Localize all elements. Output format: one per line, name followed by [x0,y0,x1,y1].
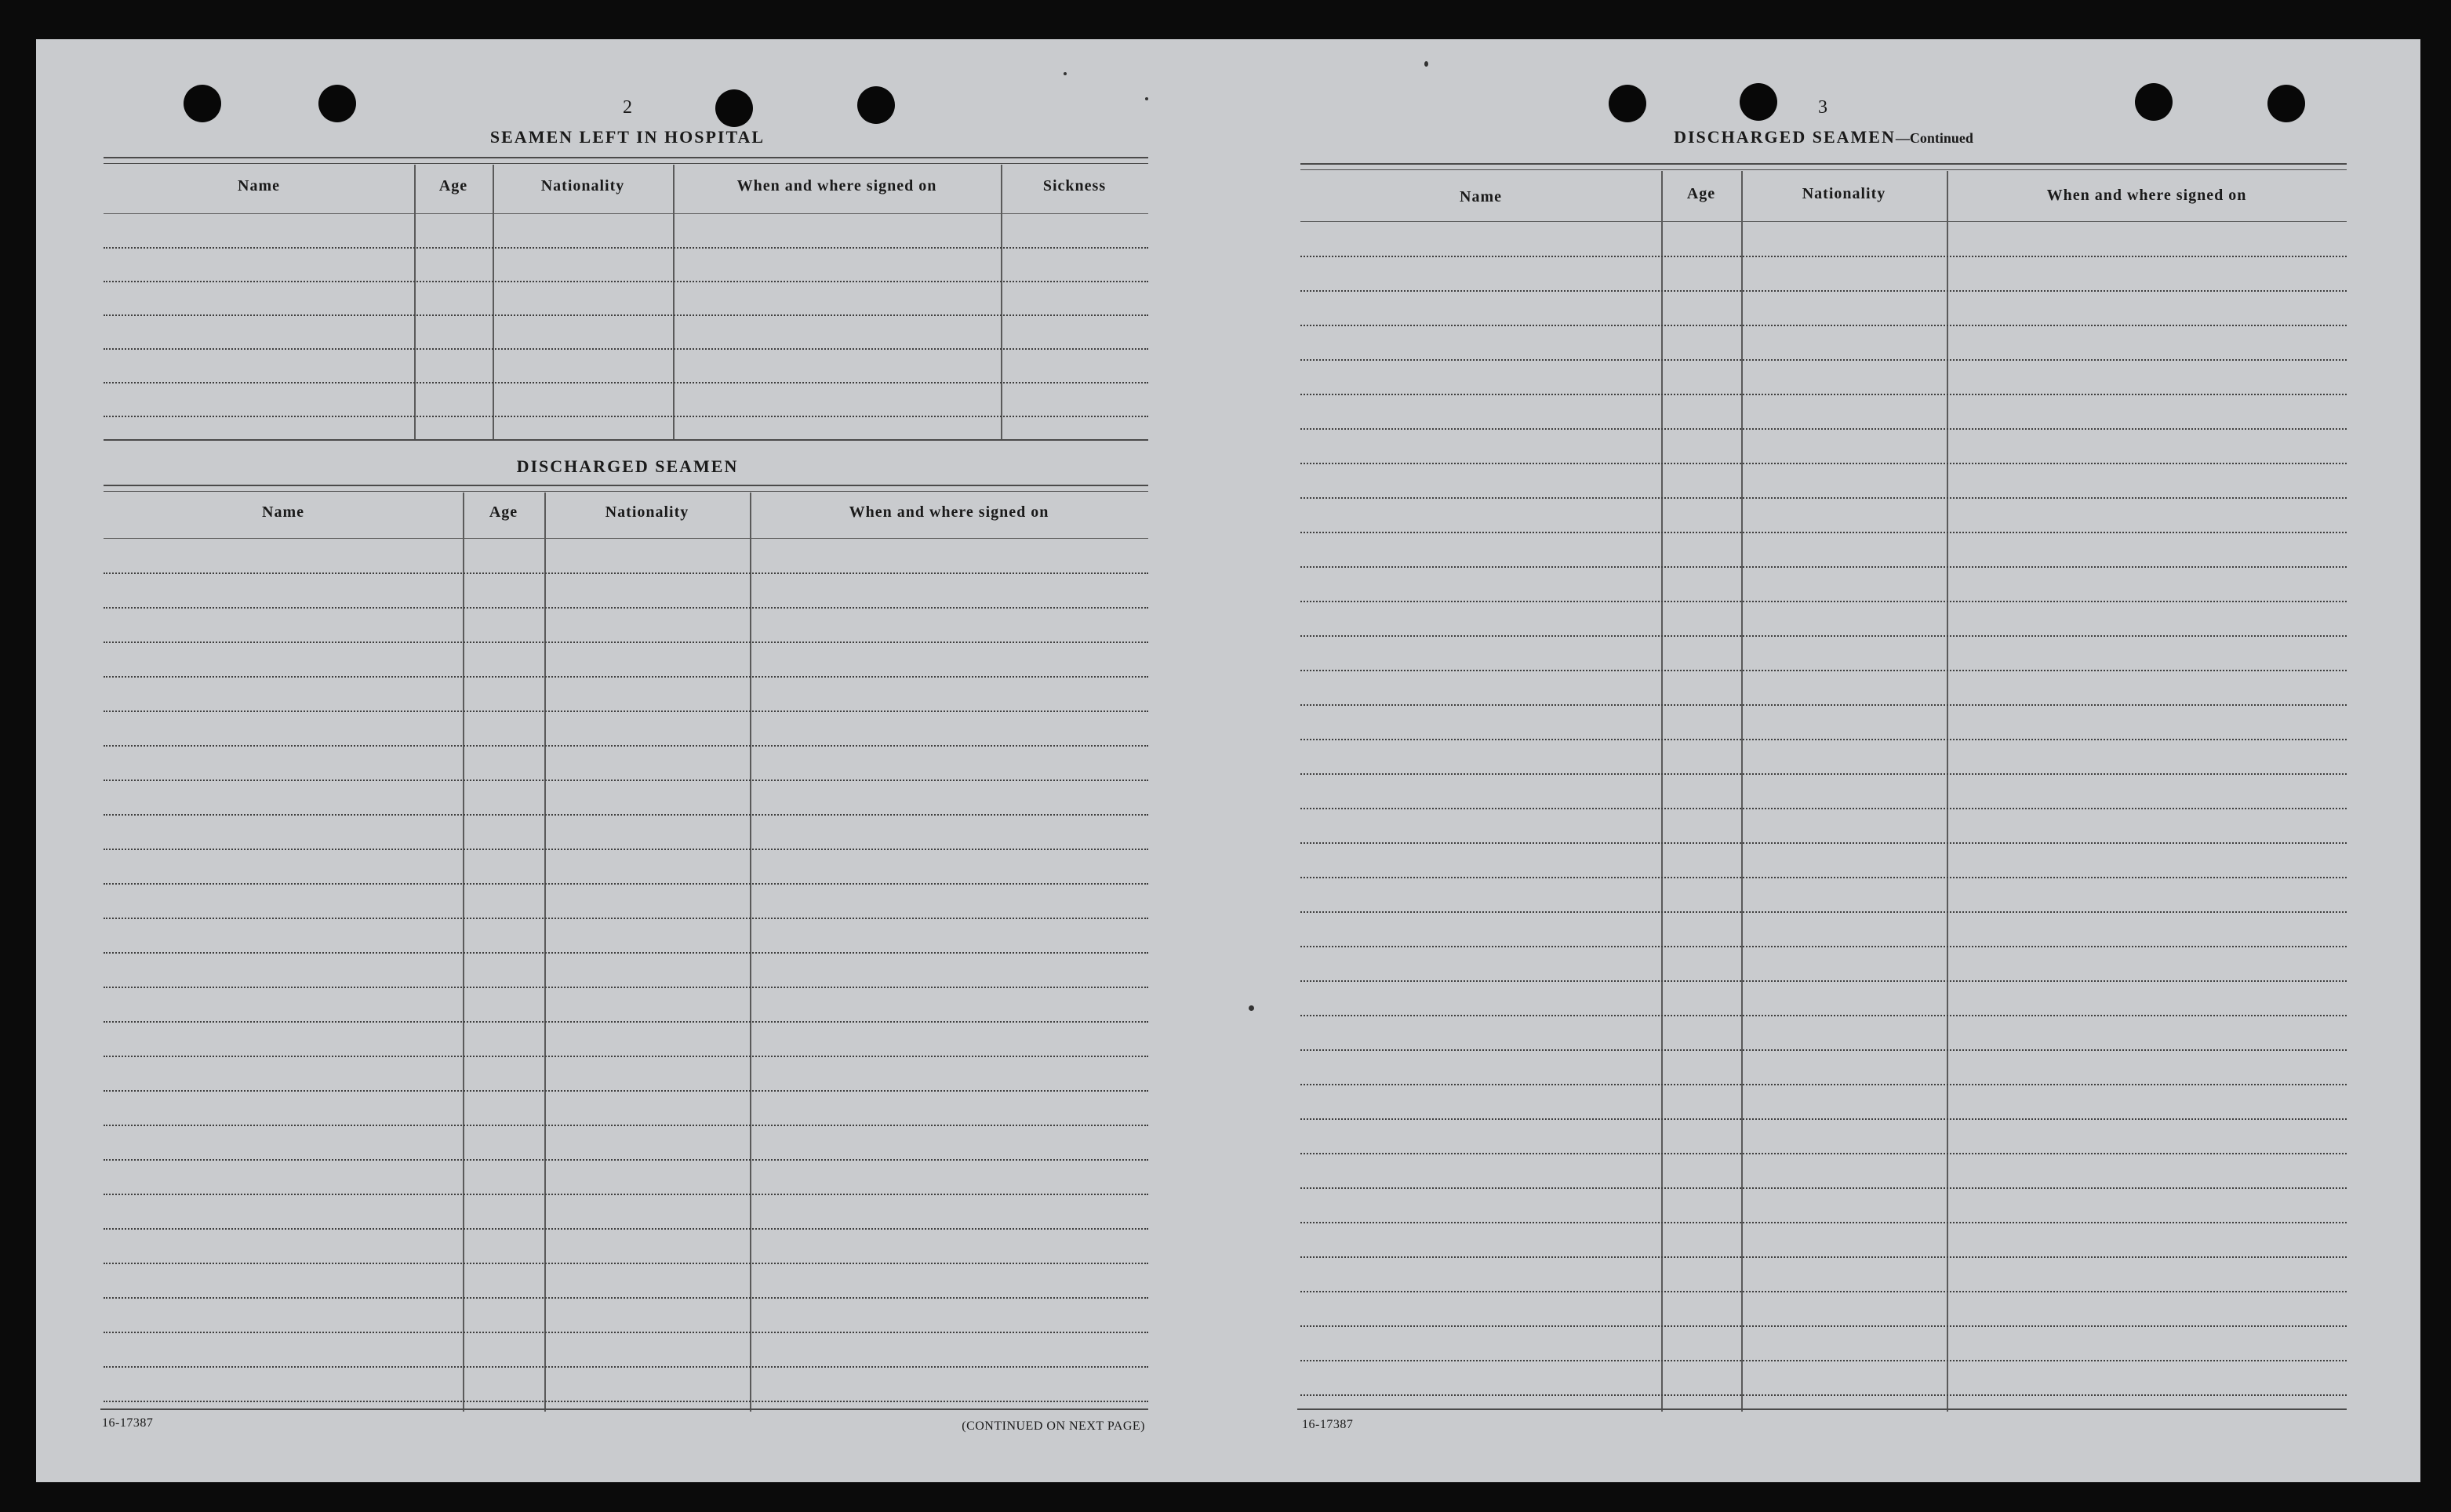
discharged-right-ruled-row [1300,532,2347,533]
discharged-table-top-rule [104,485,1148,486]
right-col-signed-on: When and where signed on [2046,187,2247,204]
discharged-left-ruled-row [104,849,1148,850]
paper-speck [1064,72,1067,75]
hospital-table-top-rule-2 [104,163,1148,164]
discharged-continued-title [1569,127,2078,147]
discharged-right-ruled-row [1300,1291,2347,1292]
discharged-right-ruled-row [1300,1222,2347,1223]
hospital-ruled-row [104,348,1148,350]
discharged-right-ruled-row [1300,808,2347,809]
discharged-right-ruled-row [1300,842,2347,844]
discharged-right-ruled-row [1300,911,2347,913]
discharged-left-ruled-row [104,1332,1148,1333]
discharged-right-column-divider [1947,171,1948,1412]
hospital-column-divider [493,165,494,441]
discharged-right-ruled-row [1300,1394,2347,1396]
punch-hole [1609,85,1646,122]
discharged-col-signed-on: When and where signed on [849,503,1049,521]
discharged-table-right [1300,171,2347,1412]
left-page-number: 2 [623,97,632,118]
paper-speck [1424,61,1428,67]
hospital-column-divider [1001,165,1002,441]
punch-hole [184,85,221,122]
hospital-ruled-row [104,314,1148,316]
discharged-right-column-divider [1661,171,1663,1412]
discharged-right-ruled-row [1300,1360,2347,1361]
discharged-left-ruled-row [104,607,1148,609]
hospital-table [104,165,1148,441]
discharged-left-ruled-row [104,642,1148,643]
punch-hole [1740,83,1777,121]
hospital-ruled-row [104,281,1148,282]
right-col-age: Age [1686,185,1716,202]
discharged-left-ruled-row [104,952,1148,954]
hospital-column-divider [414,165,416,441]
discharged-left-ruled-row [104,1090,1148,1092]
discharged-left-ruled-row [104,711,1148,712]
hospital-col-name: Name [238,177,280,194]
discharged-left-ruled-row [104,1159,1148,1161]
discharged-right-bottom-rule [1297,1408,2347,1410]
discharged-right-ruled-row [1300,670,2347,671]
discharged-left-ruled-row [104,1297,1148,1299]
discharged-left-ruled-row [104,780,1148,781]
discharged-right-column-divider [1741,171,1743,1412]
hospital-table-top-rule [104,157,1148,158]
right-col-name: Name [1460,188,1502,205]
discharged-continued-suffix: —Continued [1895,130,1973,146]
right-col-nationality: Nationality [1802,185,1886,202]
discharged-right-ruled-row [1300,325,2347,326]
punch-hole [857,86,895,124]
discharged-right-ruled-row [1300,773,2347,775]
discharged-right-ruled-row [1300,980,2347,982]
hospital-table-bottom-rule [104,439,1148,441]
discharged-right-ruled-row [1300,1084,2347,1085]
punch-hole [318,85,356,122]
discharged-left-ruled-row [104,1366,1148,1368]
hospital-ruled-row [104,416,1148,417]
paper-speck [1145,97,1148,100]
hospital-col-age: Age [438,177,468,194]
discharged-left-ruled-row [104,1021,1148,1023]
discharged-right-ruled-row [1300,704,2347,706]
discharged-right-ruled-row [1300,463,2347,464]
discharged-col-age: Age [489,503,518,521]
discharged-right-ruled-row [1300,877,2347,878]
hospital-col-sickness: Sickness [1042,177,1107,194]
discharged-left-ruled-row [104,1228,1148,1230]
discharged-right-ruled-row [1300,601,2347,602]
punch-hole [715,89,753,127]
right-page-number: 3 [1818,97,1827,118]
continued-note: (CONTINUED ON NEXT PAGE) [962,1419,1145,1433]
discharged-left-ruled-row [104,572,1148,574]
discharged-left-ruled-row [104,814,1148,816]
discharged-continued-title-main: DISCHARGED SEAMEN [1674,127,1896,147]
discharged-left-ruled-row [104,1263,1148,1264]
discharged-right-ruled-row [1300,1153,2347,1154]
discharged-table-left [104,492,1148,1412]
discharged-left-ruled-row [104,745,1148,747]
hospital-ruled-row [104,247,1148,249]
discharged-left-ruled-row [104,1194,1148,1195]
discharged-left-ruled-row [104,883,1148,885]
discharged-left-ruled-row [104,1125,1148,1126]
discharged-right-ruled-row [1300,1325,2347,1327]
discharged-right-ruled-row [1300,1187,2347,1189]
discharged-right-ruled-row [1300,1015,2347,1016]
right-table-top-rule [1300,163,2347,165]
discharged-right-ruled-row [1300,739,2347,740]
discharged-right-ruled-row [1300,359,2347,361]
discharged-right-ruled-row [1300,290,2347,292]
discharged-left-ruled-row [104,1056,1148,1057]
hospital-section-title: SEAMEN LEFT IN HOSPITAL [489,127,765,147]
discharged-col-nationality: Nationality [605,503,689,521]
hospital-ruled-row [104,382,1148,383]
hospital-column-divider [673,165,675,441]
discharged-left-bottom-rule [100,1408,1148,1410]
paper-speck [1249,1005,1254,1011]
hospital-header-rule [104,213,1148,214]
discharged-right-ruled-row [1300,497,2347,499]
discharged-left-ruled-row [104,918,1148,919]
punch-hole [2267,85,2305,122]
discharged-left-ruled-row [104,987,1148,988]
discharged-left-ruled-row [104,1401,1148,1402]
discharged-table-top-rule-2 [104,491,1148,492]
discharged-right-ruled-row [1300,946,2347,947]
punch-hole [2135,83,2173,121]
discharged-right-ruled-row [1300,394,2347,395]
right-table-top-rule-2 [1300,169,2347,170]
discharged-right-ruled-row [1300,1118,2347,1120]
hospital-col-nationality: Nationality [540,177,625,194]
discharged-right-ruled-row [1300,256,2347,257]
discharged-right-ruled-row [1300,566,2347,568]
discharged-right-ruled-row [1300,635,2347,637]
left-footer-code: 16-17387 [102,1416,154,1430]
discharged-left-ruled-row [104,676,1148,678]
discharged-right-ruled-row [1300,428,2347,430]
discharged-col-name: Name [262,503,304,521]
discharged-right-ruled-row [1300,1256,2347,1258]
discharged-left-header-rule [104,538,1148,539]
right-footer-code: 16-17387 [1302,1418,1354,1431]
discharged-right-ruled-row [1300,1049,2347,1051]
discharged-section-title: DISCHARGED SEAMEN [516,456,739,476]
hospital-col-signed-on: When and where signed on [736,177,937,194]
discharged-right-header-rule [1300,221,2347,222]
